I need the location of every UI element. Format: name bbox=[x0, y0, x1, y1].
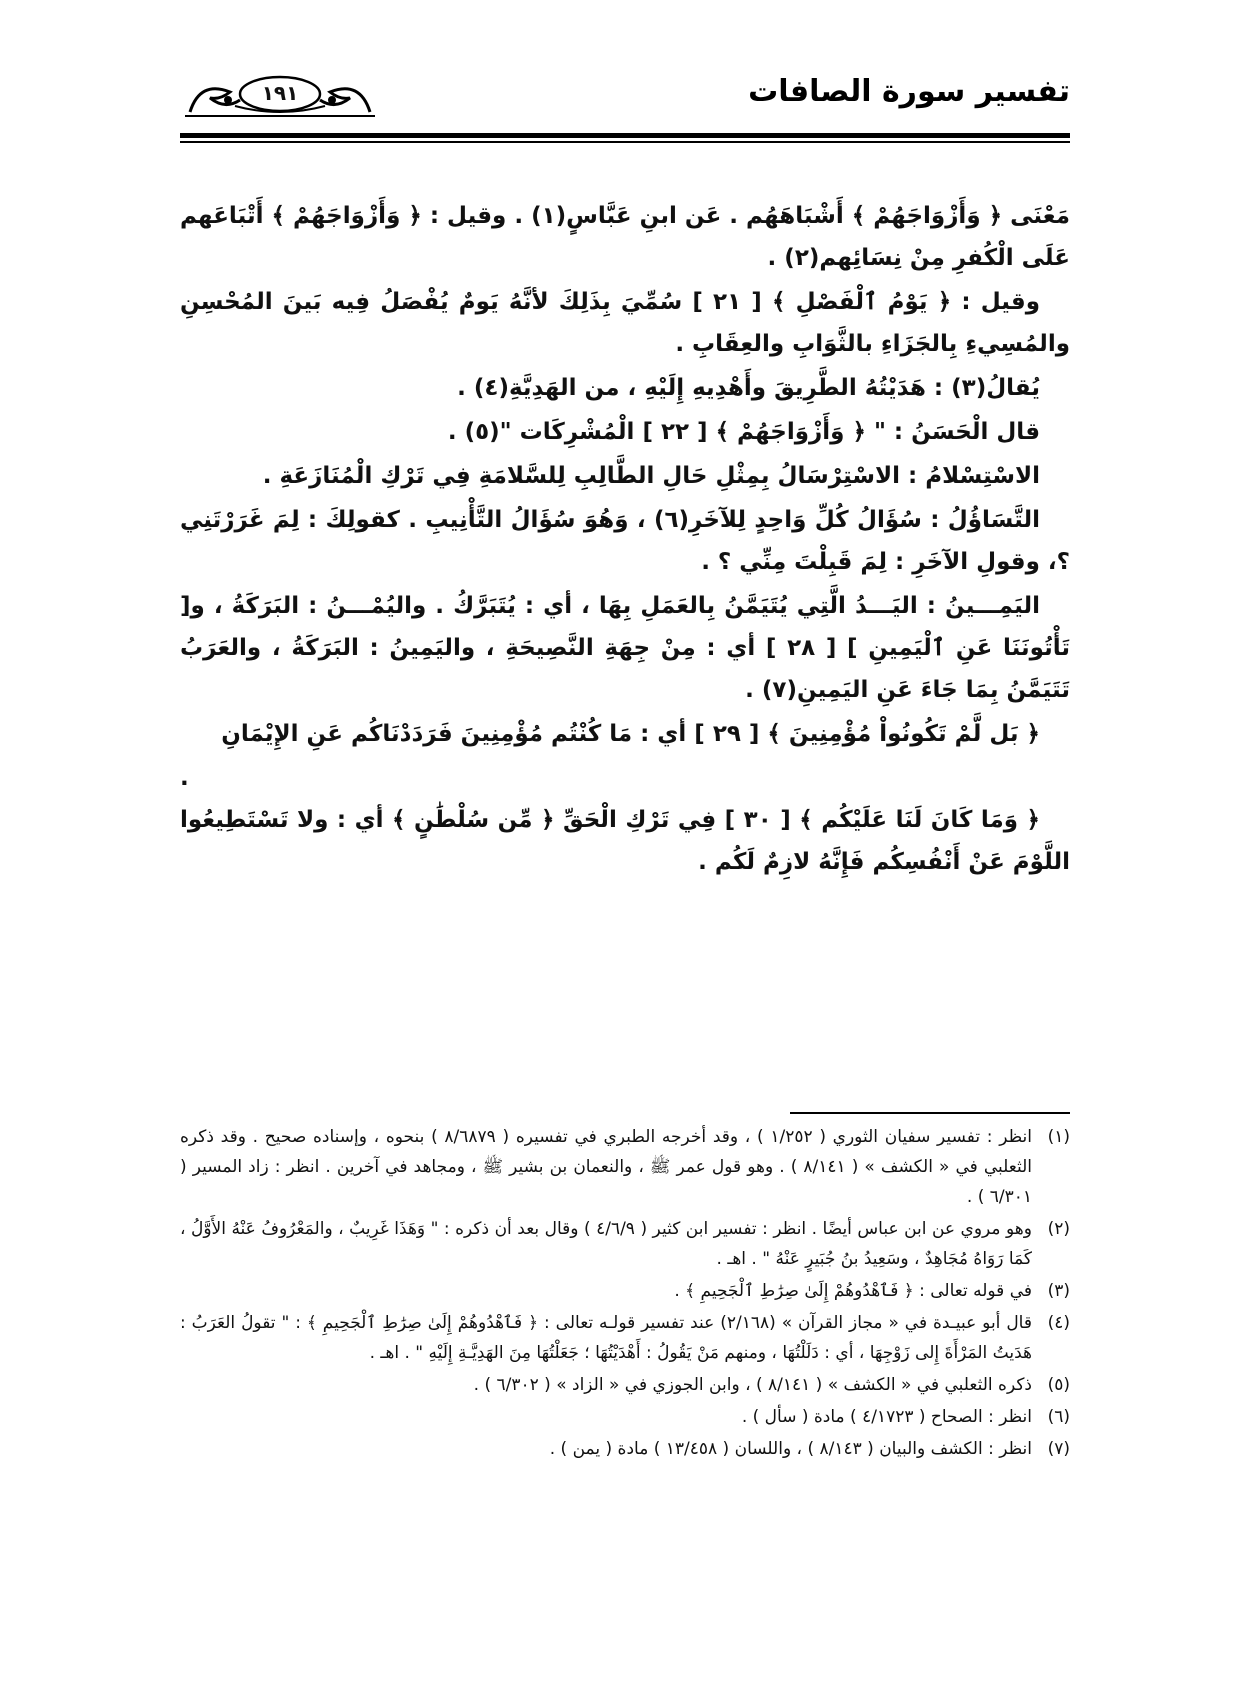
header-rule bbox=[180, 133, 1070, 138]
footnote bbox=[180, 1402, 1070, 1432]
footnote bbox=[180, 1276, 1070, 1306]
footnote-text: في قوله تعالى : ﴿ فَٱهْدُوهُمْ إِلَىٰ صِرَٰطِ ٱلْجَحِيمِ ﴾ . bbox=[674, 1281, 1032, 1301]
footnote-number: (٧) bbox=[1047, 1439, 1070, 1459]
footnote-separator bbox=[790, 1112, 1070, 1114]
footnote bbox=[180, 1214, 1070, 1274]
footnote-number: (١) bbox=[1047, 1127, 1070, 1147]
footnote-text: قال أبو عبيـدة في « مجاز القرآن » (٢/١٦٨) عند تفسير قولـه تعالى : ﴿ فَٱهْدُوهُمْ إِلَىٰ صِرَٰطِ ٱلْجَحِيمِ ﴾ : " تقولُ العَرَبُ : هَدَيتُ المَرْأَةَ إِلى زَوْجِهَا ، أي : دَلَلْتُهَا ، ومنهم مَنْ يَقُولُ : أَهْدَيْتُهَا ؛ جَعَلْتُهَا مِنَ الهَدِيَّـةِ إِلَيْهِ " . اهـ . bbox=[180, 1313, 1032, 1363]
paragraph: الاسْتِسْلامُ : الاسْتِرْسَالُ بِمِثْلِ حَالِ الطَّالِبِ لِلسَّلامَةِ فِي تَرْكِ الْمُنَازَعَةِ . bbox=[262, 463, 1040, 489]
paragraph: مَعْنَى ﴿ وَأَزْوَاجَهُمْ ﴾ أَشْبَاهَهُم . عَن ابنِ عَبَّاسٍ(١) . وقيل : ﴿ وَأَزْوَاجَهُمْ ﴾ أَتْبَاعَهم عَلَى الْكُفرِ مِنْ نِسَائِهم(٢) . bbox=[180, 203, 1070, 271]
header-rule-thin bbox=[180, 141, 1070, 143]
footnote-text: انظر : الصحاح ( ٤/١٧٢٣ ) مادة ( سأل ) . bbox=[741, 1407, 1032, 1427]
page-number: ١٩١ bbox=[261, 81, 299, 105]
footnote-number: (٦) bbox=[1047, 1407, 1070, 1427]
footnote-number: (٤) bbox=[1047, 1313, 1070, 1333]
page-title: تفسير سورة الصافات bbox=[748, 74, 1070, 109]
paragraph: ﴿ بَل لَّمْ تَكُونُواْ مُؤْمِنِينَ ﴾ [ ٢٩ ] أي : مَا كُنْتُم مُؤْمِنِينَ فَرَدَدْنَاكُم عَنِ الإِيْمَانِ bbox=[221, 721, 1040, 747]
footnotes bbox=[180, 1122, 1070, 1466]
paragraph: قال الْحَسَنُ : " ﴿ وَأَزْوَاجَهُمْ ﴾ [ ٢٢ ] الْمُشْرِكَات "(٥) . bbox=[447, 419, 1040, 445]
main-text bbox=[180, 195, 1070, 885]
footnote bbox=[180, 1122, 1070, 1212]
footnote bbox=[180, 1370, 1070, 1400]
footnote bbox=[180, 1308, 1070, 1368]
footnote-number: (٣) bbox=[1047, 1281, 1070, 1301]
footnote-number: (٢) bbox=[1047, 1219, 1070, 1239]
paragraph: التَّسَاؤُلُ : سُؤَالُ كُلِّ وَاحِدٍ لِلآخَرِ(٦) ، وَهُوَ سُؤَالُ التَّأْنِيبِ . كقولِكَ : لِمَ غَرَرْتَنِي ؟، وقولِ الآخَرِ : لِمَ قَبِلْتَ مِنِّي ؟ . bbox=[180, 507, 1070, 575]
page-header bbox=[180, 70, 1070, 130]
footnote-text: انظر : تفسير سفيان الثوري ( ١/٢٥٢ ) ، وقد أخرجه الطبري في تفسيره ( ٨/٦٨٧٩ ) بنحوه ، وإسناده صحيح . وقد ذكره الثعلبي في « الكشف » ( ٨/١٤١ ) . وهو قول عمر ﷺ ، والنعمان بن بشير ﷺ ، ومجاهد في آخرين . انظر : زاد المسير ( ٦/٣٠١ ) . bbox=[180, 1127, 1032, 1207]
footnote-text: وهو مروي عن ابن عباس أيضًا . انظر : تفسير ابن كثير ( ٤/٦/٩ ) وقال بعد أن ذكره : " وَهَذَا غَرِيبٌ ، والمَعْرُوفُ عَنْهُ الأَوَّلُ ، كَمَا رَوَاهُ مُجَاهِدٌ ، وسَعِيدُ بنُ جُبَيرٍ عَنْهُ " . اهـ . bbox=[180, 1219, 1032, 1269]
footnote-text: انظر : الكشف والبيان ( ٨/١٤٣ ) ، واللسان ( ١٣/٤٥٨ ) مادة ( يمن ) . bbox=[549, 1439, 1032, 1459]
footnote bbox=[180, 1434, 1070, 1464]
paragraph: وقيل : ﴿ يَوْمُ ٱلْفَصْلِ ﴾ [ ٢١ ] سُمِّيَ بِذَلِكَ لأنَّهُ يَومٌ يُفْصَلُ فِيه بَينَ المُحْسِنِ والمُسِيءِ بِالجَزَاءِ بالثَّوَابِ والعِقَابِ . bbox=[180, 289, 1070, 357]
paragraph: ﴿ وَمَا كَانَ لَنَا عَلَيْكُم ﴾ [ ٣٠ ] فِي تَرْكِ الْحَقِّ ﴿ مِّن سُلْطَٰنٍ ﴾ أي : ولا تَسْتَطِيعُوا اللَّوْمَ عَنْ أَنْفُسِكُم فَإِنَّهُ لازِمٌ لَكُم . bbox=[180, 807, 1070, 875]
paragraph: يُقالُ(٣) : هَدَيْتُهُ الطَّرِيقَ وأَهْدِيهِ إِلَيْهِ ، من الهَدِيَّةِ(٤) . bbox=[457, 375, 1040, 401]
footnote-number: (٥) bbox=[1047, 1375, 1070, 1395]
lone-period: . bbox=[180, 765, 189, 791]
paragraph: اليَمِـــينُ : اليَـــدُ الَّتِي يُتَيَمَّنُ بِالعَمَلِ بِهَا ، أي : يُتَبَرَّكُ . واليُمْـــنُ : البَرَكَةُ ، و[ تَأْتُونَنَا عَنِ ٱلْيَمِينِ ] [ ٢٨ ] أي : مِنْ جِهَةِ النَّصِيحَةِ ، واليَمِينُ : البَرَكَةُ ، والعَرَبُ تَتَيَمَّنُ بِمَا جَاءَ عَنِ اليَمِينِ(٧) . bbox=[180, 593, 1070, 703]
footnote-text: ذكره الثعلبي في « الكشف » ( ٨/١٤١ ) ، وابن الجوزي في « الزاد » ( ٦/٣٠٢ ) . bbox=[473, 1375, 1032, 1395]
